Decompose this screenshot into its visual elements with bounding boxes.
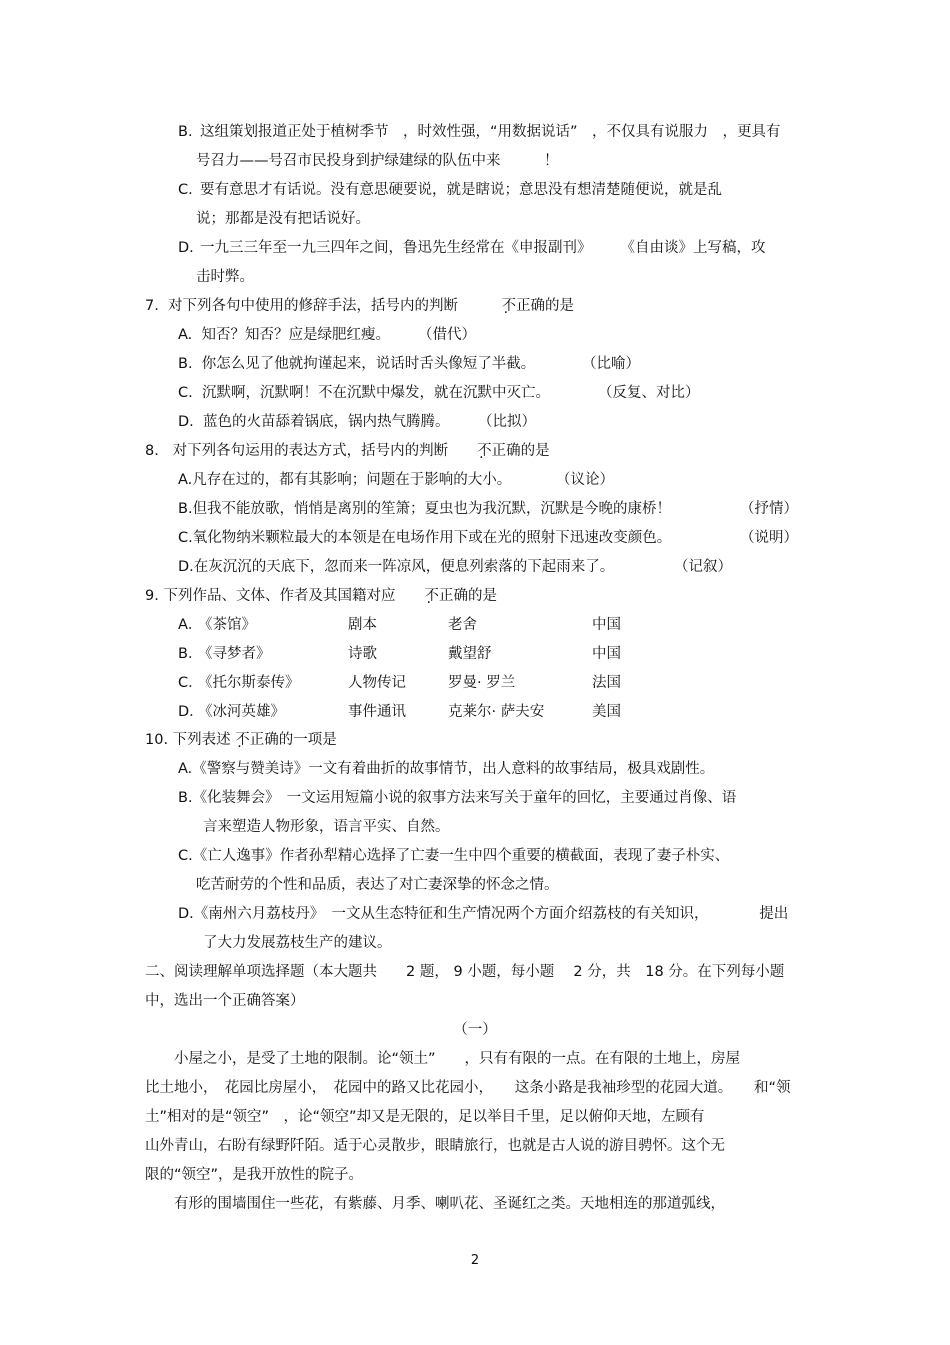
row-label: B． <box>178 646 203 662</box>
work-cell: 《寻梦者》 <box>198 646 271 662</box>
option-a: A.凡存在过的，都有其影响；问题在于影响的大小。 <box>178 472 512 488</box>
page-number: 2 <box>470 1253 480 1268</box>
author-cell: 老舍 <box>448 617 477 633</box>
country-cell: 美国 <box>592 704 621 720</box>
option-d-continued: 了大力发展荔枝生产的建议。 <box>203 935 392 951</box>
q7-stem: 7. 对下列各句中使用的修辞手法，括号内的判断 不正确的是 <box>145 298 575 314</box>
work-cell: 《托尔斯泰传》 <box>198 675 300 691</box>
genre-cell: 诗歌 <box>348 646 377 662</box>
option-b: B.《化装舞会》 一文运用短篇小说的叙事方法来写关于童年的回忆，主要通过肖像、语 <box>178 790 737 806</box>
passage-line: 比土地小， 花园比房屋小， 花园中的路又比花园小， 这条小路是我袖珍型的花园大道。 和“领 <box>145 1080 791 1096</box>
q10-stem: 10. 下列表述 不正确的一项是 <box>145 732 337 748</box>
q9-stem: 9. 下列作品、文体、作者及其国籍对应 不正确的是 <box>145 588 497 604</box>
option-b-continued: 言来塑造人物形象，语言平实、自然。 <box>203 819 450 835</box>
option-d-note: （比拟） <box>478 414 536 430</box>
work-cell: 《茶馆》 <box>198 617 256 633</box>
option-c: C. 沉默啊，沉默啊！不在沉默中爆发，就在沉默中灭亡。 <box>178 385 550 401</box>
option-a-note: （借代） <box>418 327 476 343</box>
option-a: A.《警察与赞美诗》一文有着曲折的故事情节，出人意料的故事结局，极具戏剧性。 <box>178 761 715 777</box>
emphasis-mark: 不 <box>424 588 439 604</box>
passage-heading: （一） <box>453 1022 497 1038</box>
option-text: 说；那都是没有把话说好。 <box>196 211 370 227</box>
option-text: 一九三三年至一九三四年之间，鲁迅先生经常在《申报副刊》 《自由谈》上写稿，攻 <box>200 240 766 256</box>
option-d-note: （记叙） <box>674 559 732 575</box>
passage-line: 土”相对的是“领空” ，论“领空”却又是无限的，足以举目千里，足以俯仰天地，左顾有 <box>145 1109 705 1125</box>
q8-stem: 8. 对下列各句运用的表达方式，括号内的判断 不正确的是 <box>145 443 550 459</box>
option-d: D. 蓝色的火苗舔着锅底，锅内热气腾腾。 <box>178 414 450 430</box>
author-cell: 戴望舒 <box>448 646 492 662</box>
emphasis-mark: 不 <box>501 298 517 314</box>
option-label: D. <box>178 240 194 256</box>
passage-line: 有形的围墙围住一些花，有紫藤、月季、喇叭花、圣诞红之类。天地相连的那道弧线， <box>145 1196 725 1212</box>
option-text: 号召力——号召市民投身到护绿建绿的队伍中来 ！ <box>196 153 559 169</box>
genre-cell: 事件通讯 <box>348 704 406 720</box>
passage-line: 山外青山，右盼有绿野阡陌。适于心灵散步，眼睛旅行，也就是古人说的游目骋怀。这个无 <box>145 1138 725 1154</box>
option-b: B. 你怎么见了他就拘谨起来，说话时舌头像短了半截。 <box>178 356 536 372</box>
passage-line: 限的“领空”，是我开放性的院子。 <box>145 1167 364 1183</box>
genre-cell: 人物传记 <box>348 675 406 691</box>
option-label: C. <box>178 182 193 198</box>
option-d: D.在灰沉沉的天底下，忽而来一阵凉风，便息列索落的下起雨来了。 <box>178 559 615 575</box>
country-cell: 中国 <box>592 617 621 633</box>
row-label: A． <box>178 617 203 633</box>
author-cell: 克莱尔· 萨夫安 <box>448 704 545 720</box>
emphasis-mark: 不 <box>477 443 492 459</box>
option-a: A. 知否？知否？应是绿肥红瘦。 <box>178 327 390 343</box>
work-cell: 《冰河英雄》 <box>198 704 285 720</box>
option-d: D.《南州六月荔枝丹》 一文从生态特征和生产情况两个方面介绍荔枝的有关知识， 提出 <box>178 906 789 922</box>
author-cell: 罗曼· 罗兰 <box>448 675 516 691</box>
option-c-note: （反复、对比） <box>598 385 700 401</box>
emphasis-mark: 不 <box>235 732 250 748</box>
option-c-continued: 吃苦耐劳的个性和品质，表达了对亡妻深挚的怀念之情。 <box>196 877 559 893</box>
option-b-note: （比喻） <box>582 356 640 372</box>
country-cell: 法国 <box>592 675 621 691</box>
genre-cell: 剧本 <box>348 617 377 633</box>
option-c: C.氧化物纳米颗粒最大的本领是在电场作用下或在光的照射下迅速改变颜色。 <box>178 530 672 546</box>
option-text: 要有意思才有话说。没有意思硬要说，就是瞎说；意思没有想清楚随便说，就是乱 <box>200 182 722 198</box>
option-c: C.《亡人逸事》作者孙犁精心选择了亡妻一生中四个重要的横截面，表现了妻子朴实、 <box>178 848 730 864</box>
country-cell: 中国 <box>592 646 621 662</box>
option-b: B.但我不能放歌，悄悄是离别的笙箫；夏虫也为我沉默，沉默是今晚的康桥！ <box>178 501 672 517</box>
option-text: 击时弊。 <box>196 269 254 285</box>
row-label: D． <box>178 704 204 720</box>
passage-line: 小屋之小，是受了土地的限制。论“领土” ，只有有限的一点。在有限的土地上，房屋 <box>145 1051 741 1067</box>
option-label: B. <box>178 124 193 140</box>
row-label: C． <box>178 675 203 691</box>
option-a-note: （议论） <box>556 472 614 488</box>
option-c-note: （说明） <box>740 530 798 546</box>
option-b-note: （抒情） <box>740 501 798 517</box>
option-text: 这组策划报道正处于植树季节 ，时效性强，“用数据说话” ，不仅具有说服力 ，更具有 <box>200 124 781 140</box>
